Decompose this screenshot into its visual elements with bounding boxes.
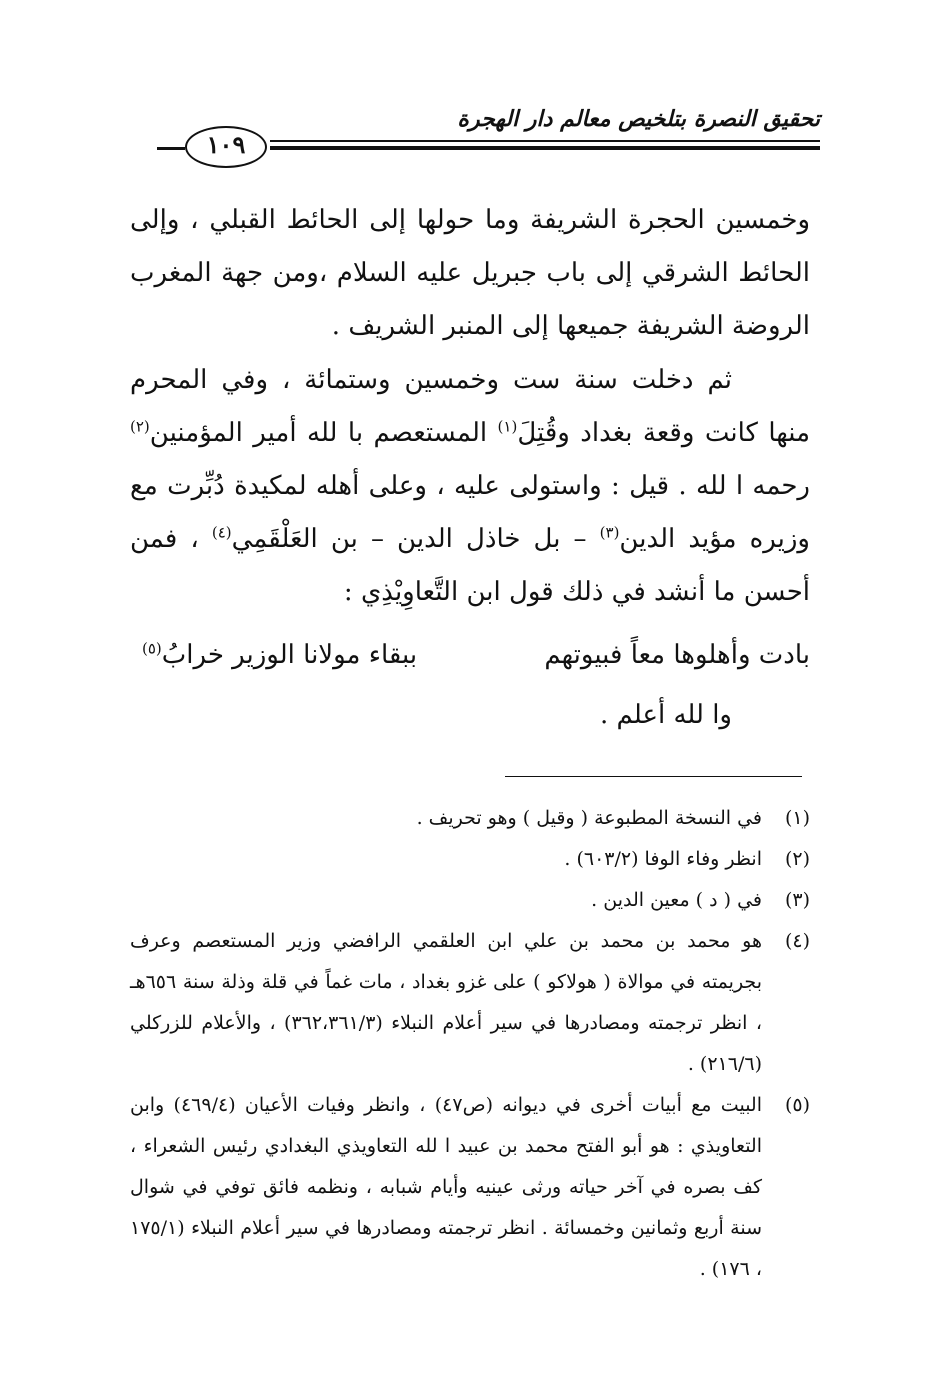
paragraph-2-part-b: المستعصم با لله أمير المؤمنين (149, 418, 498, 448)
paragraph-2-part-d: – بل خاذل الدين – بن العَلْقَمِي (231, 524, 600, 554)
footnote-separator (505, 776, 802, 777)
footnotes (130, 798, 810, 1290)
header-rule-thick (270, 146, 820, 150)
footnote-4 (130, 921, 810, 1085)
verse-second-hemistich (142, 640, 417, 670)
paragraph-2-part-a: ثم دخلت سنة ست وخمسين وستمائة ، وفي المحرم منها كانت وقعة بغداد وقُتِلَ (130, 365, 810, 448)
paragraph-2-text (130, 354, 810, 619)
paragraph-2-part-c: رحمه ا لله . قيل : واستولى عليه ، وعلى أهله لمكيدة دُبِّرت مع وزيره مؤيد الدين (130, 471, 810, 554)
footnote-number: (٣) (784, 889, 810, 911)
paragraph-1 (130, 194, 810, 353)
footnote-1 (130, 798, 810, 839)
footnote-text: في ( د ) معين الدين . (591, 889, 762, 911)
verse-first-hemistich: بادت وأهلوها معاً فبيوتهم (544, 640, 810, 670)
footnote-number: (٤) (784, 930, 810, 952)
verse-second-hemistich-text: ببقاء مولانا الوزير خرابُ (161, 640, 418, 670)
poetry-verse (130, 640, 810, 690)
footnote-ref-1: (١) (497, 417, 518, 436)
running-title: تحقيق النصرة بتلخيص معالم دار الهجرة (457, 106, 820, 132)
paragraph-2-part-e: ، فمن أحسن ما أنشد في ذلك قول ابن التَّعاوِيْذِي : (130, 524, 810, 607)
footnote-3 (130, 880, 810, 921)
footnote-5 (130, 1085, 810, 1290)
footnote-text: انظر وفاء الوفا (٦٠٣/٢) . (564, 848, 762, 870)
footnote-ref-2: (٢) (130, 417, 150, 436)
page-number: ١٠٩ (206, 130, 246, 159)
footnote-ref-4: (٤) (211, 523, 232, 542)
closing-line: وا لله أعلم . (600, 700, 732, 730)
footnote-2 (130, 839, 810, 880)
paragraph-1-text: وخمسين الحجرة الشريفة وما حولها إلى الحائط القبلي ، وإلى الحائط الشرقي إلى باب جبريل عليه السلام ،ومن جهة المغرب الروضة الشريفة جميعها إلى المنبر الشريف . (130, 205, 810, 341)
header-rule-left-dash (157, 147, 185, 150)
footnote-text: البيت مع أبيات أخرى في ديوانه (ص٤٧) ، وانظر وفيات الأعيان (٤٦٩/٤) وابن التعاويذي : هو أبو الفتح محمد بن عبيد ا لله التعاويذي البغدادي رئيس الشعراء ، كف بصره في آخر حياته ورثى عينيه وأيام شبابه ، ونظمه فائق توفي في شوال سنة أربع وثمانين وخمسائة . انظر ترجمته ومصادرها في سير أعلام النبلاء (١٧٥/١ ، ١٧٦) . (130, 1094, 762, 1280)
footnote-number: (٥) (784, 1094, 810, 1116)
header-rule-thin (270, 140, 820, 142)
footnote-text: في النسخة المطبوعة ( وقيل ) وهو تحريف . (416, 807, 762, 829)
footnote-number: (٢) (784, 848, 810, 870)
footnote-ref-5: (٥) (142, 639, 162, 658)
footnote-text: هو محمد بن محمد بن علي ابن العلقمي الرافضي وزير المستعصم وعرف بجريمته في موالاة ( هولاكو ) على غزو بغداد ، مات غماً في قلة وذلة سنة ٦٥٦هـ ، انظر ترجمته ومصادرها في سير أعلام النبلاء (٣٦٢،٣٦١/٣) ، والأعلام للزركلي (٢١٦/٦) . (130, 930, 762, 1075)
paragraph-2 (130, 354, 810, 619)
footnote-ref-3: (٣) (599, 523, 620, 542)
footnote-number: (١) (784, 807, 810, 829)
